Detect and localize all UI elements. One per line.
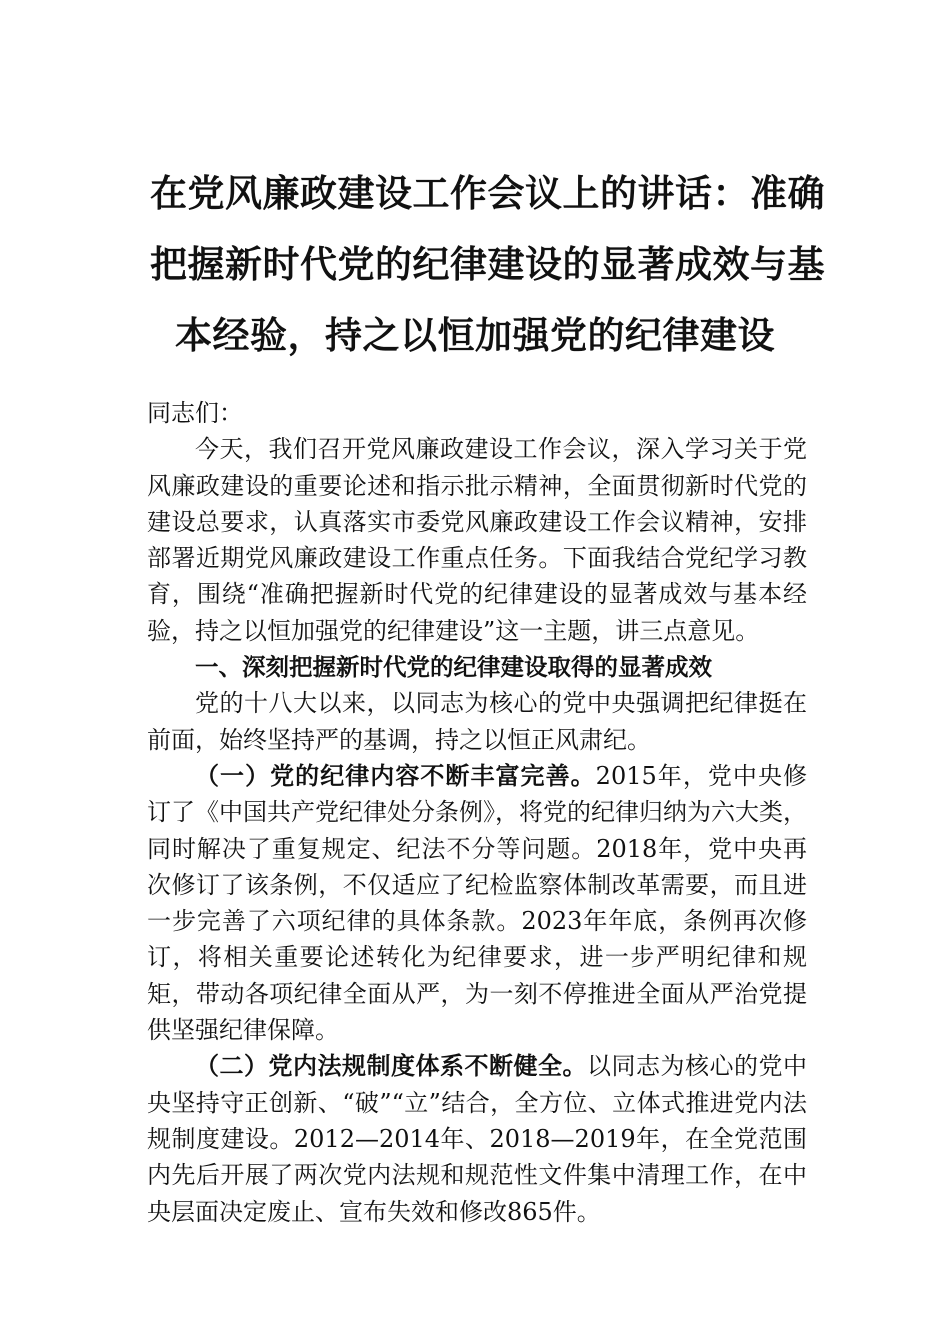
point-paragraph-1 (147, 758, 807, 1048)
title-line-3: 本经验，持之以恒加强党的纪律建设 (175, 313, 775, 357)
point-paragraph-2 (147, 1048, 807, 1229)
salutation: 同志们： (147, 399, 243, 427)
title-line-1: 在党风廉政建设工作会议上的讲话：准确 (150, 171, 825, 215)
point-heading-1: （一）党的纪律内容不断丰富完善。 (195, 760, 596, 790)
document-body (147, 395, 807, 1230)
document-title (150, 158, 825, 371)
title-line-2: 把握新时代党的纪律建设的显著成效与基 (150, 242, 825, 286)
point-heading-2: （二）党内法规制度体系不断健全。 (195, 1051, 587, 1081)
point-text-2: 以同志为核心的党中央坚持守正创新、“破”“立”结合，全方位、立体式推进党内法规制度建设。2012—2014年、2018—2019年，在全党范围内先后开展了两次党内法规和规范性文件集中清理工作，在中央层面决定废止、宣布失效和修改865件。 (147, 1052, 807, 1226)
intro-paragraph: 今天，我们召开党风廉政建设工作会议，深入学习关于党风廉政建设的重要论述和指示批示精神，全面贯彻新时代党的建设总要求，认真落实市委党风廉政建设工作会议精神，安排部署近期党风廉政建设工作重点任务。下面我结合党纪学习教育，围绕“准确把握新时代党的纪律建设的显著成效与基本经验，持之以恒加强党的纪律建设”这一主题，讲三点意见。 (147, 435, 807, 645)
section-lead-paragraph: 党的十八大以来，以同志为核心的党中央强调把纪律挺在前面，始终坚持严的基调，持之以恒正风肃纪。 (147, 689, 807, 754)
point-text-1: 2015年，党中央修订了《中国共产党纪律处分条例》，将党的纪律归纳为六大类，同时解决了重复规定、纪法不分等问题。2018年，党中央再次修订了该条例，不仅适应了纪检监察体制改革需要，而且进一步完善了六项纪律的具体条款。2023年年底，条例再次修订，将相关重要论述转化为纪律要求，进一步严明纪律和规矩，带动各项纪律全面从严，为一刻不停推进全面从严治党提供坚强纪律保障。 (147, 761, 808, 1045)
section-heading: 一、深刻把握新时代党的纪律建设取得的显著成效 (195, 653, 712, 682)
